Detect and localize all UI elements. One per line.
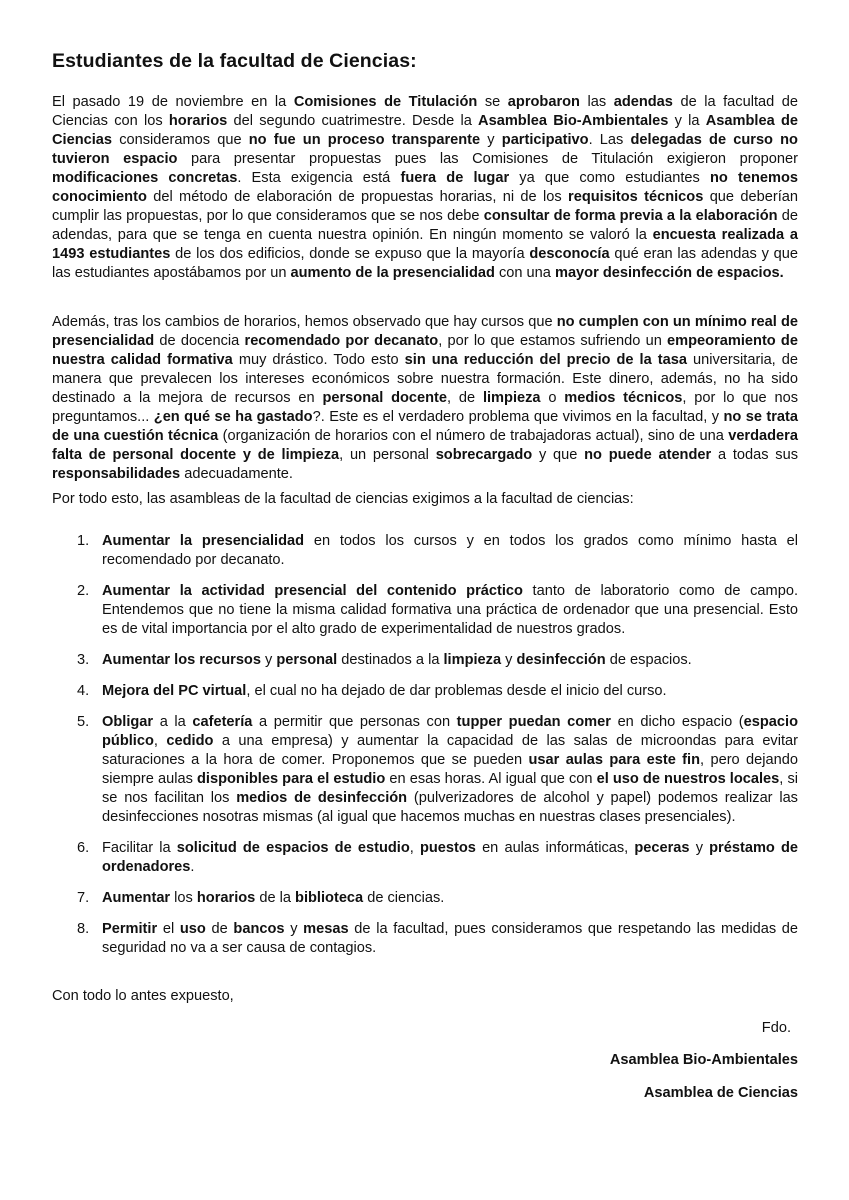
bold-text: Mejora del PC virtual	[102, 683, 247, 699]
text-run: que deberían cumplir las propuestas, por lo que consideramos que se nos debe	[52, 189, 799, 224]
demand-number: 8.	[77, 921, 90, 937]
demand-item	[52, 532, 798, 570]
text-run: en esas horas. Al igual que con	[385, 771, 597, 787]
text-run: a la	[153, 714, 193, 730]
text-run: y que	[532, 447, 585, 463]
text-run: , de	[447, 390, 483, 406]
text-run: a una empresa) y aumentar la capacidad de las salas de microondas para evitar saturaciones a la hora de comer. Proponemos que se pueden	[102, 733, 799, 768]
bold-text: mayor desinfección de espacios.	[554, 265, 784, 281]
bold-text: horarios	[168, 113, 228, 129]
text-run: de la facultad, pues consideramos que respetando las medidas de seguridad no va a ser causa de contagios.	[102, 921, 799, 956]
bold-text: modificaciones concretas	[52, 170, 238, 186]
bold-text: personal docente	[322, 390, 448, 406]
text-run: , el cual no ha dejado de dar problemas desde el inicio del curso.	[246, 683, 667, 699]
demand-number: 3.	[77, 652, 90, 668]
bold-text: puestos	[419, 840, 476, 856]
text-run: y	[260, 652, 277, 668]
text-run: El pasado 19 de noviembre en la	[52, 94, 294, 110]
demand-item	[52, 682, 798, 701]
text-run: tanto de laboratorio como de campo. Entendemos que no tiene la misma calidad formativa una práctica de ordenador que una presencial. Esto es de vital importancia por el alto grado de experimentalidad de nuestros grados.	[102, 583, 798, 637]
bold-text: bancos	[233, 921, 285, 937]
text-run: (organización de horarios con el número de trabajadoras actual), sino de una	[218, 428, 729, 444]
text-run: de espacios.	[605, 652, 692, 668]
demand-number: 2.	[77, 583, 90, 599]
bold-text: tupper puedan comer	[456, 714, 611, 730]
bold-text: consultar de forma previa a la elaboración	[483, 208, 778, 224]
demand-item	[52, 582, 798, 639]
bold-text: biblioteca	[295, 890, 364, 906]
text-run: muy drástico. Todo esto	[232, 352, 405, 368]
text-run: en aulas informáticas,	[475, 840, 635, 856]
text-run: . Las	[588, 132, 631, 148]
text-run: ya que como estudiantes	[509, 170, 710, 186]
bold-text: encuesta realizada a 1493 estudiantes	[52, 227, 798, 262]
text-run: de adendas, para que se tenga en cuenta nuestra opinión. En ningún momento se valoró la	[52, 208, 798, 243]
bold-text: el uso de nuestros locales	[596, 771, 780, 787]
signature-fdo: Fdo.	[761, 1020, 791, 1036]
text-run: se	[477, 94, 508, 110]
bold-text: no se trata de una cuestión técnica	[52, 409, 798, 444]
text-run: de la	[255, 890, 296, 906]
demand-text	[102, 583, 798, 637]
bold-text: Asamblea de Ciencias	[52, 113, 798, 148]
text-run: y	[480, 132, 502, 148]
demand-number: 5.	[77, 714, 90, 730]
demand-text	[102, 683, 667, 699]
text-run: y	[501, 652, 517, 668]
demand-text	[102, 533, 798, 568]
text-run: , pero dejando siempre aulas	[102, 752, 798, 787]
bold-text: cedido	[166, 733, 214, 749]
bold-text: adendas	[613, 94, 673, 110]
text-run: Además, tras los cambios de horarios, hemos observado que hay cursos que	[52, 314, 557, 330]
text-run: de la facultad de Ciencias con los	[52, 94, 799, 129]
bold-text: no cumplen con un mínimo real de presencialidad	[52, 314, 799, 349]
bold-text: personal	[276, 652, 338, 668]
bold-text: aumento de la presencialidad	[290, 265, 495, 281]
bold-text: Asamblea Bio-Ambientales	[478, 113, 669, 129]
bold-text: disponibles para el estudio	[197, 771, 386, 787]
bold-text: aprobaron	[507, 94, 580, 110]
text-run: de los dos edificios, donde se expuso que la mayoría	[170, 246, 530, 262]
text-run: destinados a la	[337, 652, 444, 668]
text-run: de ciencias.	[363, 890, 445, 906]
bold-text: uso	[179, 921, 206, 937]
bold-text: usar aulas para este fin	[528, 752, 701, 768]
text-run: ,	[153, 733, 167, 749]
demands-list	[52, 532, 798, 970]
text-run: a todas sus	[711, 447, 798, 463]
text-run: Facilitar la	[102, 840, 177, 856]
text-run: y la	[668, 113, 706, 129]
text-run: , si se nos facilitan los	[102, 771, 798, 806]
bold-text: horarios	[196, 890, 256, 906]
demand-text	[102, 714, 798, 825]
text-run: (pulverizadores de alcohol y papel) podemos realizar las desinfecciones nosotras mismas (al igual que hacemos muchas en nuestras clases presenciales).	[102, 790, 798, 825]
bold-text: medios técnicos	[564, 390, 683, 406]
bold-text: préstamo de ordenadores	[102, 840, 799, 875]
demand-number: 7.	[77, 890, 90, 906]
demand-text	[102, 840, 798, 875]
text-run: con una	[494, 265, 555, 281]
demand-text	[102, 890, 444, 906]
text-run: adecuadamente.	[180, 466, 293, 482]
demand-item	[52, 839, 798, 877]
demand-item	[52, 651, 798, 670]
text-run: a permitir que personas con	[252, 714, 457, 730]
bold-text: Aumentar la actividad presencial del contenido práctico	[102, 583, 523, 599]
text-run: las	[579, 94, 614, 110]
text-run: ,	[409, 840, 420, 856]
paragraph-demands-intro: Por todo esto, las asambleas de la facultad de ciencias exigimos a la facultad de ciencias:	[52, 491, 634, 507]
bold-text: limpieza	[443, 652, 502, 668]
bold-text: solicitud de espacios de estudio	[176, 840, 410, 856]
text-run: y	[689, 840, 710, 856]
text-run: , un personal	[339, 447, 436, 463]
demand-number: 4.	[77, 683, 90, 699]
bold-text: limpieza	[482, 390, 541, 406]
signature-assembly-ciencias: Asamblea de Ciencias	[643, 1085, 798, 1101]
bold-text: medios de desinfección	[236, 790, 408, 806]
paragraph-problems	[52, 313, 798, 484]
text-run: los	[170, 890, 197, 906]
bold-text: Aumentar la presencialidad	[102, 533, 305, 549]
demand-item	[52, 889, 798, 908]
bold-text: cafetería	[192, 714, 253, 730]
text-run: del segundo cuatrimestre. Desde la	[227, 113, 479, 129]
text-run: .	[190, 859, 195, 875]
paragraph-intro	[52, 93, 798, 283]
bold-text: no puede atender	[584, 447, 712, 463]
bold-text: Aumentar	[102, 890, 171, 906]
demand-text	[102, 921, 798, 956]
bold-text: no fue un proceso transparente	[248, 132, 481, 148]
bold-text: Aumentar los recursos	[102, 652, 261, 668]
text-run: , por lo que estamos sufriendo un	[438, 333, 668, 349]
demand-number: 1.	[77, 533, 90, 549]
bold-text: sobrecargado	[435, 447, 533, 463]
bold-text: no tenemos conocimiento	[52, 170, 798, 205]
text-run: y	[284, 921, 304, 937]
bold-text: Permitir	[102, 921, 158, 937]
bold-text: verdadera falta de personal docente y de limpieza	[52, 428, 798, 463]
text-run: en dicho espacio (	[610, 714, 744, 730]
text-run: qué eran las adendas y que las estudiantes apostábamos por un	[52, 246, 798, 281]
bold-text: Obligar	[102, 714, 154, 730]
bold-text: delegadas de curso no tuvieron espacio	[52, 132, 798, 167]
text-run: ?. Este es el verdadero problema que vivimos en la facultad, y	[312, 409, 724, 425]
bold-text: ¿en qué se ha gastado	[153, 409, 313, 425]
bold-text: mesas	[303, 921, 349, 937]
signature-assembly-bioambientales: Asamblea Bio-Ambientales	[609, 1052, 798, 1068]
text-run: , por lo que nos preguntamos...	[52, 390, 798, 425]
bold-text: participativo	[501, 132, 589, 148]
bold-text: fuera de lugar	[400, 170, 510, 186]
text-run: en todos los cursos y en todos los grados como mínimo hasta el recomendado por decanato.	[102, 533, 798, 568]
text-run: para presentar propuestas pues las Comisiones de Titulación exigieron proponer	[177, 151, 798, 167]
text-run: universitaria, de manera que prevalecen los intereses económicos sobre nuestra formación. Este dinero, además, no ha sido destinado a la mejora de recursos en	[52, 352, 799, 406]
demand-text	[102, 652, 692, 668]
text-run: del método de elaboración de propuestas horarias, ni de los	[146, 189, 569, 205]
bold-text: sin una reducción del precio de la tasa	[404, 352, 687, 368]
demand-item	[52, 713, 798, 827]
closing-line: Con todo lo antes expuesto,	[52, 988, 234, 1004]
bold-text: peceras	[634, 840, 690, 856]
bold-text: desinfección	[516, 652, 606, 668]
text-run: el	[157, 921, 180, 937]
text-run: o	[540, 390, 565, 406]
bold-text: desconocía	[529, 246, 610, 262]
document-title: Estudiantes de la facultad de Ciencias:	[52, 50, 417, 72]
bold-text: recomendado por decanato	[244, 333, 439, 349]
bold-text: Comisiones de Titulación	[293, 94, 478, 110]
text-run: de	[205, 921, 234, 937]
text-run: . Esta exigencia está	[237, 170, 401, 186]
text-run: de docencia	[154, 333, 245, 349]
demand-item	[52, 920, 798, 958]
bold-text: requisitos técnicos	[568, 189, 704, 205]
text-run: consideramos que	[112, 132, 249, 148]
bold-text: responsabilidades	[52, 466, 181, 482]
bold-text: empeoramiento de nuestra calidad formativa	[52, 333, 798, 368]
demand-number: 6.	[77, 840, 90, 856]
bold-text: espacio público	[102, 714, 798, 749]
